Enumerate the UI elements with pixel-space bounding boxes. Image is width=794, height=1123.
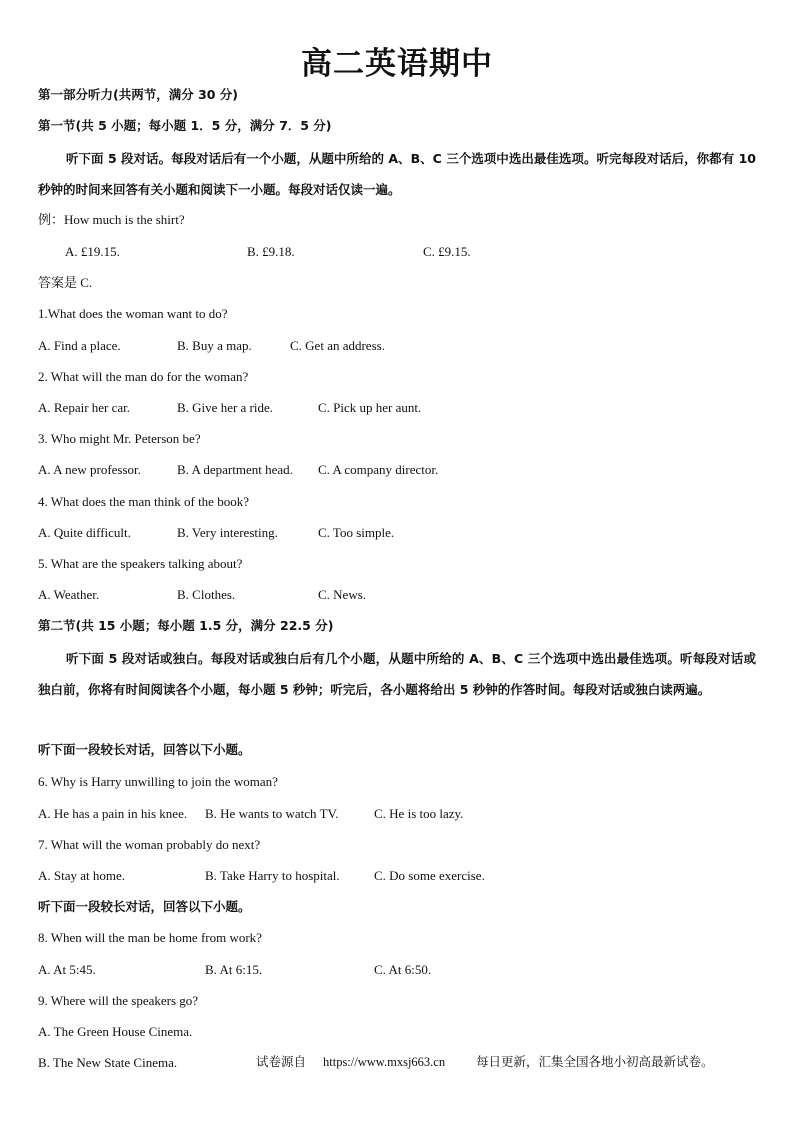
question-8: 8. When will the man be home from work? [38, 930, 262, 945]
q4-option-c: C. Too simple. [318, 525, 395, 540]
q5-option-b: B. Clothes. [177, 587, 236, 602]
question-9: 9. Where will the speakers go? [38, 993, 199, 1008]
q7-option-c: C. Do some exercise. [374, 868, 485, 883]
q4-option-a: A. Quite difficult. [38, 525, 131, 540]
example-answer: 答案是 C. [38, 275, 93, 290]
q9-option-b: B. The New State Cinema. [38, 1055, 178, 1070]
question-6: 6. Why is Harry unwilling to join the woman? [38, 774, 278, 789]
section1-heading: 第一节(共 5 小题；每小题 1．5 分，满分 7．5 分) [38, 118, 332, 133]
example-option-c: C. £9.15. [423, 244, 471, 259]
section2-heading: 第二节(共 15 小题；每小题 1.5 分，满分 22.5 分) [38, 618, 334, 633]
section2-instructions: 听下面 5 段对话或独白。每段对话或独白后有几个小题，从题中所给的 A、B、C 三个选项中选出最佳选项。听每段对话或独白前，你将有时间阅读各个小题，每小题 5 秒钟；听完后，各小题将给出 5 秒钟的作答时间。每段对话或独白读两遍。 [38, 651, 756, 697]
q7-option-b: B. Take Harry to hospital. [205, 868, 340, 883]
q5-option-c: C. News. [318, 587, 367, 602]
question-3: 3. Who might Mr. Peterson be? [38, 431, 201, 446]
footer-url[interactable]: https://www.mxsj663.cn [323, 1055, 446, 1069]
page-title: 高二英语期中 [301, 46, 493, 82]
q7-option-a: A. Stay at home. [38, 868, 126, 883]
q9-option-a: A. The Green House Cinema. [38, 1024, 193, 1039]
section1-instructions: 听下面 5 段对话。每段对话后有一个小题，从题中所给的 A、B、C 三个选项中选出最佳选项。听完每段对话后，你都有 10 秒钟的时间来回答有关小题和阅读下一小题。每段对话仅读一遍。 [38, 151, 756, 197]
dialogue-note-1: 听下面一段较长对话，回答以下小题。 [38, 742, 251, 757]
example-question: 例：How much is the shirt? [38, 212, 185, 227]
q2-option-b: B. Give her a ride. [177, 400, 274, 415]
q6-option-c: C. He is too lazy. [374, 806, 464, 821]
part1-heading: 第一部分听力(共两节，满分 30 分) [38, 87, 239, 102]
q2-option-c: C. Pick up her aunt. [318, 400, 422, 415]
example-option-a: A. £19.15. [65, 244, 120, 259]
q1-option-a: A. Find a place. [38, 338, 121, 353]
footer-slogan: 每日更新，汇集全国各地小初高最新试卷。 [476, 1054, 714, 1069]
q8-option-b: B. At 6:15. [205, 962, 263, 977]
q6-option-b: B. He wants to watch TV. [205, 806, 339, 821]
question-1: 1.What does the woman want to do? [38, 306, 228, 321]
q6-option-a: A. He has a pain in his knee. [38, 806, 188, 821]
footer-source-label: 试卷源自 [256, 1054, 307, 1069]
question-7: 7. What will the woman probably do next? [38, 837, 261, 852]
question-5: 5. What are the speakers talking about? [38, 556, 243, 571]
q1-option-c: C. Get an address. [290, 338, 385, 353]
q3-option-c: C. A company director. [318, 462, 439, 477]
question-2: 2. What will the man do for the woman? [38, 369, 249, 384]
q3-option-b: B. A department head. [177, 462, 293, 477]
q8-option-a: A. At 5:45. [38, 962, 96, 977]
question-4: 4. What does the man think of the book? [38, 494, 249, 509]
q4-option-b: B. Very interesting. [177, 525, 278, 540]
q2-option-a: A. Repair her car. [38, 400, 131, 415]
q8-option-c: C. At 6:50. [374, 962, 432, 977]
example-option-b: B. £9.18. [247, 244, 295, 259]
q3-option-a: A. A new professor. [38, 462, 141, 477]
q5-option-a: A. Weather. [38, 587, 100, 602]
q1-option-b: B. Buy a map. [177, 338, 252, 353]
dialogue-note-2: 听下面一段较长对话，回答以下小题。 [38, 899, 251, 914]
